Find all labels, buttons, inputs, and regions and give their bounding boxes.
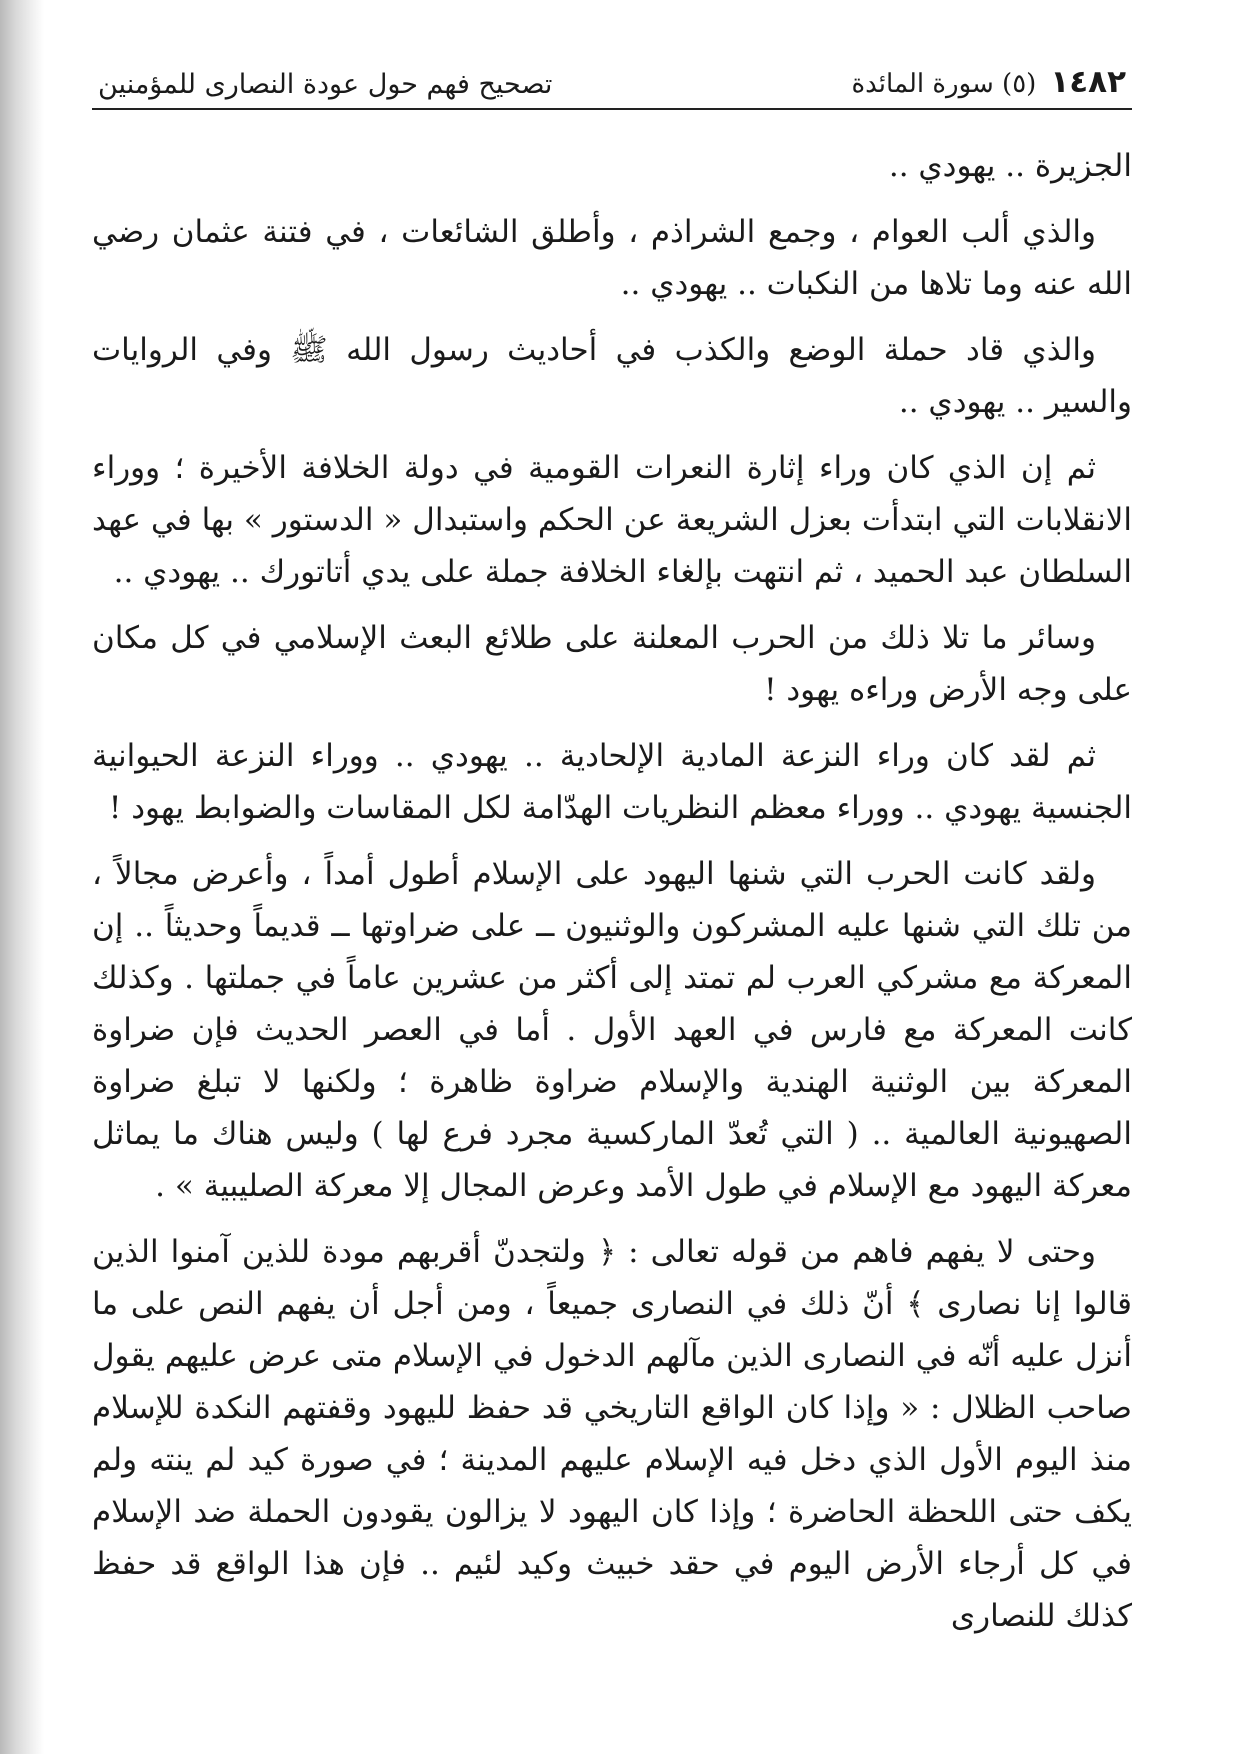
paragraph-4: ثم إن الذي كان وراء إثارة النعرات القومية في دولة الخلافة الأخيرة ؛ ووراء الانقلابات التي ابتدأت بعزل الشريعة عن الحكم واستبدال « الدستور » بها في عهد السلطان عبد الحميد ، ثم انتهت بإلغاء الخلافة جملة على يدي أتاتورك .. يهودي .. [92, 450, 1132, 590]
paragraph-3: والذي قاد حملة الوضع والكذب في أحاديث رسول الله ﷺ وفي الروايات والسير .. يهودي .. [92, 332, 1132, 420]
paragraph-6: ثم لقد كان وراء النزعة المادية الإلحادية .. يهودي .. ووراء النزعة الحيوانية الجنسية يهودي .. ووراء معظم النظريات الهدّامة لكل المقاسات والضوابط يهود ! [92, 738, 1132, 826]
paragraph-8: وحتى لا يفهم فاهم من قوله تعالى : ﴿ ولتجدنّ أقربهم مودة للذين آمنوا الذين قالوا إنا نصارى ﴾ أنّ ذلك في النصارى جميعاً ، ومن أجل أن يفهم النص على ما أنزل عليه أنّه في النصارى الذين مآلهم الدخول في الإسلام متى عرض عليهم يقول صاحب الظلال : « وإذا كان الواقع التاريخي قد حفظ لليهود وقفتهم النكدة للإسلام منذ اليوم الأول الذي دخل فيه الإسلام عليهم المدينة ؛ في صورة كيد لم ينته ولم يكف حتى اللحظة الحاضرة ؛ وإذا كان اليهود لا يزالون يقودون الحملة ضد الإسلام في كل أرجاء الأرض اليوم في حقد خبيث وكيد لئيم .. فإن هذا الواقع قد حفظ كذلك للنصارى [92, 1234, 1132, 1634]
paragraph-1: الجزيرة .. يهودي .. [888, 148, 1132, 184]
surah-label: (٥) سورة المائدة [851, 69, 1037, 99]
paragraph-2: والذي ألب العوام ، وجمع الشراذم ، وأطلق الشائعات ، في فتنة عثمان رضي الله عنه وما تلاها من النكبات .. يهودي .. [92, 214, 1132, 302]
scan-edge-shadow [0, 0, 44, 1754]
page-number: ١٤٨٢ [1050, 64, 1126, 100]
paragraph-7: ولقد كانت الحرب التي شنها اليهود على الإسلام أطول أمداً ، وأعرض مجالاً ، من تلك التي شنها عليه المشركون والوثنيون ــ على ضراوتها ــ قديماً وحديثاً .. إن المعركة مع مشركي العرب لم تمتد إلى أكثر من عشرين عاماً في جملتها . وكذلك كانت المعركة مع فارس في العهد الأول . أما في العصر الحديث فإن ضراوة المعركة بين الوثنية الهندية والإسلام ضراوة ظاهرة ؛ ولكنها لا تبلغ ضراوة الصهيونية العالمية .. ( التي تُعدّ الماركسية مجرد فرع لها ) وليس هناك ما يماثل معركة اليهود مع الإسلام في طول الأمد وعرض المجال إلا معركة الصليبية » . [92, 856, 1132, 1204]
running-title: تصحيح فهم حول عودة النصارى للمؤمنين [98, 69, 553, 100]
body-text [92, 140, 1132, 1642]
paragraph-5: وسائر ما تلا ذلك من الحرب المعلنة على طلائع البعث الإسلامي في كل مكان على وجه الأرض وراءه يهود ! [92, 620, 1132, 708]
page-header [92, 42, 1132, 110]
book-page [92, 42, 1132, 1722]
header-right-group [852, 64, 1126, 100]
